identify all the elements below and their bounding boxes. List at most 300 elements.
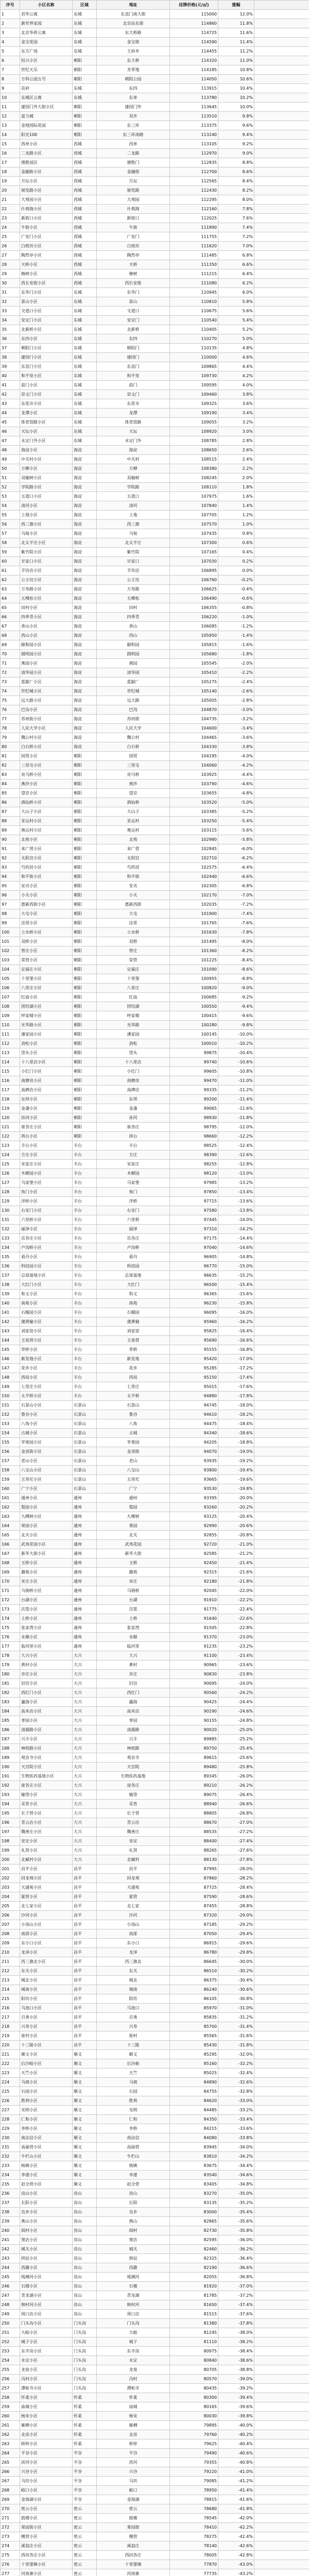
row-listing-price: 82055: [170, 2273, 218, 2282]
table-row: [1, 1948, 309, 1957]
row-listing-price: 104870: [170, 705, 218, 715]
row-listing-price: 95825: [170, 1327, 218, 1336]
row-listing-price: 86375: [170, 1976, 218, 1985]
table-row: [1, 158, 309, 167]
table-row: [1, 1892, 309, 1902]
row-change: -0.8%: [218, 603, 254, 613]
row-district: 昌平: [73, 1994, 97, 2004]
row-address: 立水桥: [97, 928, 170, 937]
row-blank: [254, 1002, 309, 1011]
row-community-name: 北房小区: [20, 2430, 73, 2439]
table-row: [1, 381, 309, 390]
row-community-name: 看丹小区: [20, 1252, 73, 1262]
row-community-name: 龙泉小区: [20, 2365, 73, 2375]
row-community-name: 酒仙桥小区: [20, 798, 73, 807]
row-community-name: 南苑小区: [20, 1299, 73, 1308]
row-change: -7.4%: [218, 909, 254, 919]
table-row: [1, 1392, 309, 1401]
row-listing-price: 112835: [170, 158, 218, 167]
row-index: 136: [1, 1262, 20, 1271]
row-blank: [254, 2235, 309, 2245]
row-blank: [254, 965, 309, 974]
row-index: 196: [1, 1818, 20, 1827]
row-change: -24.6%: [218, 1707, 254, 1716]
table-row: [1, 149, 309, 158]
row-address: 峪口: [97, 2486, 170, 2495]
row-community-name: 周口店小区: [20, 2310, 73, 2319]
row-change: 6.6%: [218, 260, 254, 269]
row-blank: [254, 2328, 309, 2337]
row-address: 丽泽: [97, 1225, 170, 1234]
row-district: 朝阳: [73, 1030, 97, 1039]
row-district: 海淀: [73, 733, 97, 742]
row-community-name: 房山小区: [20, 2189, 73, 2198]
table-row: [1, 1577, 309, 1586]
row-district: 昌平: [73, 1985, 97, 1994]
row-change: -8.2%: [218, 946, 254, 956]
row-community-name: 燕莎小区: [20, 779, 73, 789]
row-community-name: 高米店小区: [20, 1707, 73, 1716]
row-blank: [254, 1911, 309, 1920]
row-address: 中关村: [97, 455, 170, 464]
row-district: 大兴: [73, 1735, 97, 1744]
row-blank: [254, 223, 309, 232]
row-blank: [254, 334, 309, 344]
row-district: 朝阳: [73, 770, 97, 779]
row-change: 1.2%: [218, 511, 254, 520]
row-listing-price: 103250: [170, 817, 218, 826]
row-change: -43.0%: [218, 2560, 254, 2569]
row-district: 顺义: [73, 2050, 97, 2059]
row-index: 132: [1, 1225, 20, 1234]
row-change: -24.4%: [218, 1698, 254, 1707]
row-listing-price: 89885: [170, 1735, 218, 1744]
row-change: -2.2%: [218, 668, 254, 677]
row-change: 0.0%: [218, 566, 254, 575]
row-community-name: 东坝小区: [20, 1095, 73, 1104]
row-district: 通州: [73, 1521, 97, 1531]
row-index: 99: [1, 919, 20, 928]
row-listing-price: 90155: [170, 1716, 218, 1725]
row-blank: [254, 2337, 309, 2347]
row-address: 兴丰: [97, 1735, 170, 1744]
row-listing-price: 110405: [170, 325, 218, 334]
row-listing-price: 89210: [170, 1781, 218, 1790]
row-index: 252: [1, 2337, 20, 2347]
row-listing-price: 93395: [170, 1494, 218, 1503]
row-change: -1.8%: [218, 650, 254, 659]
row-district: 朝阳: [73, 817, 97, 826]
row-community-name: 李桥小区: [20, 2124, 73, 2133]
row-change: -24.2%: [218, 1688, 254, 1698]
row-community-name: 次渠小区: [20, 1605, 73, 1614]
row-community-name: 八角小区: [20, 1419, 73, 1429]
row-listing-price: 84890: [170, 2078, 218, 2087]
row-index: 217: [1, 2013, 20, 2022]
row-listing-price: 89480: [170, 1762, 218, 1772]
row-change: 6.2%: [218, 279, 254, 288]
row-address: 石景山: [97, 1401, 170, 1410]
row-listing-price: 78275: [170, 2532, 218, 2541]
row-blank: [254, 1892, 309, 1902]
row-address: 看丹: [97, 1252, 170, 1262]
row-index: 103: [1, 956, 20, 965]
row-listing-price: 103925: [170, 770, 218, 779]
row-community-name: 燕山小区: [20, 2217, 73, 2226]
row-address: 十八里店: [97, 1058, 170, 1067]
row-address: 圆明园: [97, 650, 170, 659]
row-address: 花乡: [97, 1364, 170, 1373]
row-change: -40.0%: [218, 2421, 254, 2430]
row-address: 展览路: [97, 186, 170, 195]
row-index: 90: [1, 835, 20, 844]
row-listing-price: 97850: [170, 1188, 218, 1197]
row-district: 丰台: [73, 1327, 97, 1336]
row-community-name: 魏公村小区: [20, 733, 73, 742]
row-community-name: 亮马桥小区: [20, 770, 73, 779]
row-listing-price: 86915: [170, 1939, 218, 1948]
row-listing-price: 90695: [170, 1679, 218, 1688]
row-address: 瀛海: [97, 1698, 170, 1707]
row-index: 192: [1, 1781, 20, 1790]
row-blank: [254, 1865, 309, 1874]
row-listing-price: 81920: [170, 2282, 218, 2291]
row-index: 227: [1, 2106, 20, 2115]
row-change: 3.4%: [218, 409, 254, 418]
row-index: 22: [1, 205, 20, 214]
row-blank: [254, 919, 309, 928]
row-community-name: 金盏小区: [20, 1104, 73, 1113]
table-row: [1, 1327, 309, 1336]
row-change: -31.6%: [218, 2031, 254, 2041]
row-district: 朝阳: [73, 761, 97, 770]
row-blank: [254, 353, 309, 362]
row-index: 262: [1, 2430, 20, 2439]
table-row: [1, 2300, 309, 2310]
table-row: [1, 807, 309, 817]
row-blank: [254, 2393, 309, 2402]
row-district: 丰台: [73, 1252, 97, 1262]
row-district: 丰台: [73, 1178, 97, 1188]
table-row: [1, 974, 309, 984]
row-listing-price: 95285: [170, 1364, 218, 1373]
row-community-name: 平谷小区: [20, 2449, 73, 2458]
row-address: 马坊: [97, 2477, 170, 2486]
table-row: [1, 10, 309, 19]
row-change: 2.8%: [218, 436, 254, 446]
table-row: [1, 2171, 309, 2180]
row-change: -13.2%: [218, 1178, 254, 1188]
row-change: -32.6%: [218, 2078, 254, 2087]
row-district: 大兴: [73, 1753, 97, 1762]
table-row: [1, 1642, 309, 1651]
row-address: 庞各庄: [97, 1781, 170, 1790]
row-community-name: 君华公寓: [20, 10, 73, 19]
row-index: 129: [1, 1197, 20, 1206]
row-community-name: 琉璃河小区: [20, 2273, 73, 2282]
row-index: 244: [1, 2263, 20, 2273]
row-change: -10.8%: [218, 1067, 254, 1076]
row-address: 田村: [97, 603, 170, 613]
row-address: 长子营: [97, 1809, 170, 1818]
row-community-name: 小红门小区: [20, 1067, 73, 1076]
row-blank: [254, 2495, 309, 2504]
row-blank: [254, 835, 309, 844]
table-row: [1, 1058, 309, 1067]
row-listing-price: 105815: [170, 640, 218, 650]
row-listing-price: 108380: [170, 464, 218, 473]
row-district: 密云: [73, 2504, 97, 2514]
row-listing-price: 79490: [170, 2449, 218, 2458]
row-address: 朝阳门: [97, 344, 170, 353]
row-listing-price: 104735: [170, 715, 218, 724]
row-index: 186: [1, 1725, 20, 1735]
row-address: 天桥: [97, 260, 170, 269]
table-row: [1, 585, 309, 594]
table-row: [1, 2328, 309, 2337]
row-index: 92: [1, 854, 20, 863]
row-change: -12.0%: [218, 1123, 254, 1132]
row-listing-price: 100955: [170, 974, 218, 984]
row-index: 62: [1, 575, 20, 585]
row-change: -9.8%: [218, 1021, 254, 1030]
row-index: 228: [1, 2115, 20, 2124]
table-row: [1, 65, 309, 75]
row-change: -32.8%: [218, 2087, 254, 2096]
row-community-name: 国贸小区: [20, 752, 73, 761]
row-district: 顺义: [73, 2124, 97, 2133]
row-listing-price: 113780: [170, 93, 218, 103]
row-index: 32: [1, 297, 20, 307]
table-row: [1, 668, 309, 677]
row-listing-price: 104195: [170, 752, 218, 761]
row-listing-price: 110000: [170, 353, 218, 362]
row-address: 建国门外: [97, 103, 170, 112]
row-blank: [254, 2541, 309, 2551]
row-listing-price: 104060: [170, 761, 218, 770]
table-row: [1, 724, 309, 733]
table-row: [1, 167, 309, 177]
row-district: 丰台: [73, 1308, 97, 1317]
row-blank: [254, 1503, 309, 1512]
row-district: 大兴: [73, 1698, 97, 1707]
row-address: 雁栖: [97, 2421, 170, 2430]
table-row: [1, 1308, 309, 1317]
row-community-name: 陶然亭小区: [20, 251, 73, 260]
table-row: [1, 1290, 309, 1299]
row-community-name: 月坛小区: [20, 177, 73, 186]
row-community-name: 小关小区: [20, 891, 73, 900]
row-community-name: 燕园小区: [20, 659, 73, 668]
row-blank: [254, 1660, 309, 1670]
row-listing-price: 79625: [170, 2439, 218, 2449]
row-address: 新街口: [97, 214, 170, 223]
row-index: 168: [1, 1558, 20, 1568]
row-change: -3.2%: [218, 715, 254, 724]
row-listing-price: 86510: [170, 1967, 218, 1976]
row-address: 天通苑: [97, 1883, 170, 1892]
row-blank: [254, 640, 309, 650]
row-blank: [254, 974, 309, 984]
row-listing-price: 97580: [170, 1206, 218, 1215]
row-address: 甘家口: [97, 557, 170, 566]
row-index: 210: [1, 1948, 20, 1957]
row-listing-price: 100145: [170, 1030, 218, 1039]
row-district: 顺义: [73, 2171, 97, 2180]
row-index: 137: [1, 1271, 20, 1280]
row-blank: [254, 1141, 309, 1150]
row-change: 10.6%: [218, 75, 254, 84]
row-community-name: 惠新西街小区: [20, 900, 73, 909]
row-index: 20: [1, 186, 20, 195]
table-row: [1, 2356, 309, 2365]
row-change: 10.8%: [218, 65, 254, 75]
row-index: 29: [1, 269, 20, 279]
row-address: 永顺: [97, 1633, 170, 1642]
table-row: [1, 659, 309, 668]
row-index: 112: [1, 1039, 20, 1048]
row-change: -1.6%: [218, 640, 254, 650]
row-index: 95: [1, 882, 20, 891]
row-index: 63: [1, 585, 20, 594]
row-listing-price: 110675: [170, 307, 218, 316]
row-blank: [254, 1392, 309, 1401]
row-blank: [254, 1577, 309, 1586]
row-change: 4.8%: [218, 344, 254, 353]
row-district: 大兴: [73, 1716, 97, 1725]
row-district: 大兴: [73, 1707, 97, 1716]
row-change: -37.0%: [218, 2282, 254, 2291]
row-change: -18.8%: [218, 1438, 254, 1447]
header-listing-price: 挂牌价格(元/㎡): [170, 1, 218, 10]
row-address: 什刹海: [97, 205, 170, 214]
row-district: 通州: [73, 1633, 97, 1642]
row-blank: [254, 167, 309, 177]
row-change: -35.0%: [218, 2189, 254, 2198]
row-index: 261: [1, 2421, 20, 2430]
row-change: -41.4%: [218, 2486, 254, 2495]
row-index: 14: [1, 130, 20, 140]
row-community-name: 城南小区: [20, 1985, 73, 1994]
row-blank: [254, 121, 309, 130]
row-address: 将台: [97, 1132, 170, 1141]
table-header-row: [1, 1, 309, 10]
row-change: -30.2%: [218, 1967, 254, 1976]
row-change: 7.8%: [218, 205, 254, 214]
row-change: -18.2%: [218, 1410, 254, 1419]
row-district: 丰台: [73, 1271, 97, 1280]
table-row: [1, 1456, 309, 1466]
row-district: 大兴: [73, 1827, 97, 1837]
table-row: [1, 984, 309, 993]
row-district: 通州: [73, 1494, 97, 1503]
row-index: 177: [1, 1642, 20, 1651]
row-index: 44: [1, 409, 20, 418]
row-blank: [254, 1744, 309, 1753]
row-address: 冯村: [97, 2375, 170, 2384]
row-listing-price: 106490: [170, 594, 218, 603]
row-index: 204: [1, 1892, 20, 1902]
row-district: 石景山: [73, 1410, 97, 1419]
row-address: 张家湾: [97, 1623, 170, 1633]
row-index: 246: [1, 2282, 20, 2291]
row-change: -34.2%: [218, 2152, 254, 2161]
row-index: 146: [1, 1354, 20, 1364]
table-row: [1, 1262, 309, 1271]
table-row: [1, 956, 309, 965]
row-blank: [254, 427, 309, 436]
row-address: 武夷花园: [97, 1540, 170, 1549]
table-row: [1, 1716, 309, 1725]
row-address: 高丽营: [97, 2143, 170, 2152]
row-index: 54: [1, 501, 20, 511]
row-district: 怀柔: [73, 2421, 97, 2430]
table-row: [1, 1475, 309, 1484]
row-blank: [254, 1568, 309, 1577]
row-change: -36.2%: [218, 2245, 254, 2254]
row-community-name: 黄村小区: [20, 1660, 73, 1670]
row-blank: [254, 724, 309, 733]
row-district: 东城: [73, 399, 97, 409]
row-community-name: 崇文门小区: [20, 390, 73, 399]
row-change: -24.0%: [218, 1679, 254, 1688]
row-listing-price: 107300: [170, 538, 218, 548]
row-index: 119: [1, 1104, 20, 1113]
row-blank: [254, 2106, 309, 2115]
row-community-name: 天宫院小区: [20, 1762, 73, 1772]
row-listing-price: 94745: [170, 1401, 218, 1410]
row-address: 十里堡: [97, 974, 170, 984]
row-address: 惠新西街: [97, 900, 170, 909]
row-blank: [254, 1967, 309, 1976]
row-community-name: 首府: [20, 84, 73, 93]
row-index: 152: [1, 1410, 20, 1419]
row-listing-price: 98795: [170, 1123, 218, 1132]
row-blank: [254, 2375, 309, 2384]
row-address: 和平街: [97, 872, 170, 882]
row-change: -20.8%: [218, 1531, 254, 1540]
row-blank: [254, 1772, 309, 1781]
table-row: [1, 2133, 309, 2143]
row-address: 亮马桥: [97, 770, 170, 779]
row-index: 28: [1, 260, 20, 269]
table-row: [1, 1605, 309, 1614]
row-blank: [254, 1058, 309, 1067]
row-change: 4.6%: [218, 353, 254, 362]
table-row: [1, 2458, 309, 2467]
row-listing-price: 92180: [170, 1577, 218, 1586]
row-change: -16.4%: [218, 1327, 254, 1336]
row-change: 1.6%: [218, 492, 254, 501]
row-district: 海淀: [73, 529, 97, 538]
row-district: 丰台: [73, 1354, 97, 1364]
row-listing-price: 109055: [170, 418, 218, 427]
row-district: 密云: [73, 2532, 97, 2541]
table-row: [1, 1855, 309, 1865]
row-change: -25.6%: [218, 1753, 254, 1762]
row-index: 130: [1, 1206, 20, 1215]
row-change: -33.6%: [218, 2124, 254, 2133]
row-blank: [254, 1410, 309, 1419]
row-index: 93: [1, 863, 20, 872]
row-district: 门头沟: [73, 2319, 97, 2328]
row-listing-price: 86780: [170, 1948, 218, 1957]
row-district: 通州: [73, 1577, 97, 1586]
row-blank: [254, 307, 309, 316]
row-community-name: 常营小区: [20, 956, 73, 965]
row-community-name: 北苑小区: [20, 835, 73, 844]
table-row: [1, 2245, 309, 2254]
